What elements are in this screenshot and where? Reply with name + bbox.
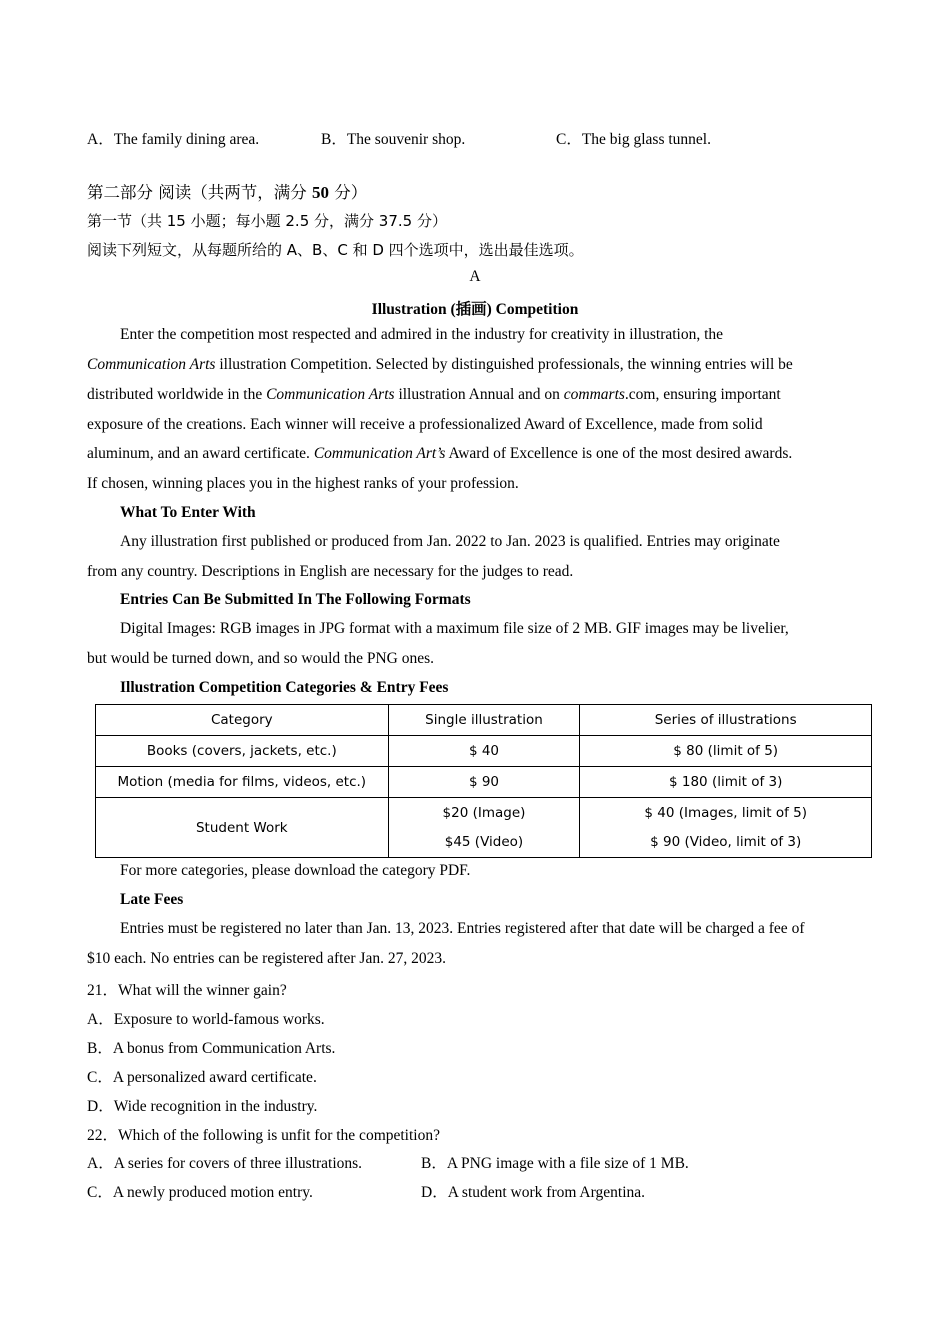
intro-line-5b: Award of Excellence is one of the most desired awards. [445, 445, 793, 462]
q22-stem: 22．Which of the following is unfit for the competition? [87, 1127, 440, 1144]
part-title-text: 第二部分 阅读（共两节，满分 [87, 183, 307, 202]
table-cell: $ 90 [388, 767, 580, 798]
formats-heading: Entries Can Be Submitted In The Following Formats [120, 591, 471, 608]
more-categories: For more categories, please download the category PDF. [120, 862, 471, 879]
table-cell-line: $ 90 (Video, limit of 3) [650, 833, 802, 850]
prev-option-a: A．The family dining area. [87, 131, 260, 148]
table-header: Series of illustrations [580, 705, 872, 736]
publication-name: Communication Arts [87, 356, 216, 373]
q22-option-b: B．A PNG image with a file size of 1 MB. [421, 1155, 689, 1172]
table-cell [388, 798, 580, 858]
intro-line-3c: .com, ensuring important [624, 386, 781, 403]
passage-title: Illustration (插画) Competition [371, 301, 579, 318]
late-line-1: Entries must be registered no later than Jan. 13, 2023. Entries registered after that date will be charged a fee of [120, 920, 805, 937]
table-cell: Student Work [96, 798, 389, 858]
fees-heading: Illustration Competition Categories & Entry Fees [120, 679, 449, 696]
intro-line-6: If chosen, winning places you in the highest ranks of your profession. [87, 475, 519, 492]
table-header: Single illustration [388, 705, 580, 736]
publication-name: Communication Art’s [313, 445, 446, 462]
intro-line-3b: illustration Annual and on [394, 386, 564, 403]
table-cell [580, 798, 872, 858]
table-cell: Motion (media for films, videos, etc.) [96, 767, 389, 798]
table-cell: $ 180 (limit of 3) [580, 767, 872, 798]
what-heading: What To Enter With [120, 504, 256, 521]
q21-option-a: A．Exposure to world-famous works. [87, 1011, 325, 1028]
table-cell: $ 80 (limit of 5) [580, 736, 872, 767]
prev-option-c: C．The big glass tunnel. [556, 131, 711, 148]
q22-option-c: C．A newly produced motion entry. [87, 1184, 313, 1201]
prev-option-b: B．The souvenir shop. [321, 131, 466, 148]
q22-option-d: D．A student work from Argentina. [421, 1184, 646, 1201]
table-cell: Books (covers, jackets, etc.) [96, 736, 389, 767]
intro-line-2 [87, 356, 793, 374]
formats-line-2: but would be turned down, and so would the PNG ones. [87, 650, 434, 667]
table-row [96, 736, 872, 767]
q21-option-c: C．A personalized award certificate. [87, 1069, 317, 1086]
part-title [87, 179, 367, 203]
q21-stem: 21．What will the winner gain? [87, 982, 287, 999]
table-header: Category [96, 705, 389, 736]
formats-line-1: Digital Images: RGB images in JPG format with a maximum file size of 2 MB. GIF images may be livelier, [120, 620, 789, 637]
instruction: 阅读下列短文，从每题所给的 A、B、C 和 D 四个选项中，选出最佳选项。 [87, 241, 584, 259]
publication-name: Communication Arts [266, 386, 395, 403]
part-title-tail: 分） [334, 183, 368, 202]
q21-option-b: B．A bonus from Communication Arts. [87, 1040, 336, 1057]
intro-line-5a: aluminum, and an award certificate. [87, 445, 314, 462]
intro-line-1: Enter the competition most respected and admired in the industry for creativity in illustration, the [120, 326, 724, 343]
passage-letter: A [469, 268, 481, 285]
table-row [96, 798, 872, 858]
what-line-1: Any illustration first published or produced from Jan. 2022 to Jan. 2023 is qualified. Entries may originate [120, 533, 780, 550]
what-line-2: from any country. Descriptions in English are necessary for the judges to read. [87, 563, 574, 580]
intro-line-2-text: illustration Competition. Selected by distinguished professionals, the winning entries will be [215, 356, 793, 373]
section-subtitle: 第一节（共 15 小题；每小题 2.5 分，满分 37.5 分） [87, 212, 447, 230]
intro-line-3 [87, 386, 781, 404]
intro-line-4: exposure of the creations. Each winner will receive a professionalized Award of Excellence, made from solid [87, 416, 763, 433]
intro-line-3a: distributed worldwide in the [87, 386, 267, 403]
fees-table [95, 704, 872, 858]
table-cell-line: $ 40 (Images, limit of 5) [644, 804, 808, 821]
q22-option-a: A．A series for covers of three illustrations. [87, 1155, 363, 1172]
table-row [96, 767, 872, 798]
table-cell: $ 40 [388, 736, 580, 767]
q21-option-d: D．Wide recognition in the industry. [87, 1098, 318, 1115]
part-title-score: 50 [312, 183, 329, 202]
website-name: commarts [563, 386, 625, 403]
table-cell-line: $45 (Video) [444, 833, 524, 850]
intro-line-5 [87, 445, 792, 463]
late-heading: Late Fees [120, 891, 184, 908]
table-header-row [96, 705, 872, 736]
table-cell-line: $20 (Image) [442, 804, 526, 821]
late-line-2: $10 each. No entries can be registered after Jan. 27, 2023. [87, 950, 446, 967]
